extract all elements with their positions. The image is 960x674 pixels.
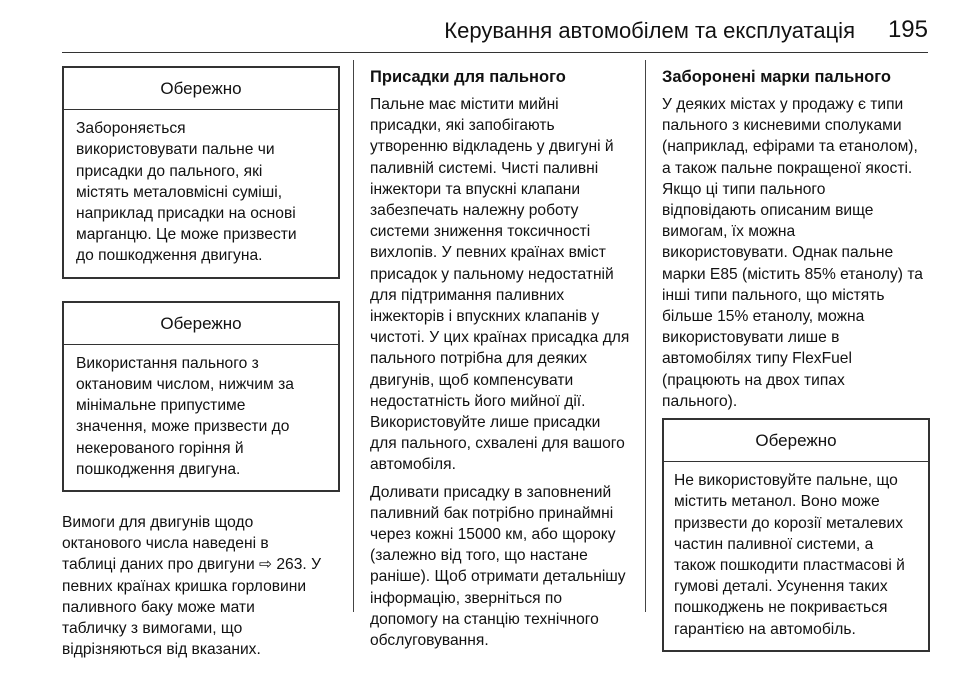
caution-title: Обережно [64, 68, 338, 110]
page-number: 195 [887, 16, 928, 43]
caution-text: Використання пального з октановим числом, нижчим за мінімальне припустиме значення, може призвести до некерованого горіння й пошкодження двигуна. [76, 354, 294, 478]
octane-requirements-paragraph: Вимоги для двигунів щодо октанового числа наведені в таблиці даних про двигуни ⇨ 263. У певних країнах кришка горловини паливного баку може мати табличку з вимогами, що відрізняються від вказаних. [62, 514, 321, 659]
section-heading-fuel-additives: Присадки для пального [370, 68, 566, 86]
caution-title: Обережно [664, 420, 928, 462]
column-1 [62, 66, 340, 666]
caution-box-3 [662, 418, 930, 652]
caution-text: Не використовуйте пальне, що містить метанол. Воно може призвести до корозії металевих частин паливної системи, а також пошкодити пластмасові й гумові деталі. Усунення таких пошкоджень не покривається гарантією на автомобіль. [674, 472, 905, 638]
caution-box-2 [62, 301, 340, 492]
caution-text: Забороняється використовувати пальне чи присадки до пального, які містять металовмісні суміші, наприклад присадки на основі марганцю. Це може призвести до пошкодження двигуна. [76, 120, 297, 265]
caution-box-1 [62, 66, 340, 279]
header-rule [62, 52, 928, 53]
header-title: Керування автомобілем та експлуатація [444, 18, 855, 43]
additives-paragraph-2: Доливати присадку в заповнений паливний бак потрібно принаймні через кожні 15000 км, або щороку (залежно від того, що настане раніше). Щоб отримати детальнішу інформацію, зверніться по допомогу на станцію технічного обслуговування. [370, 483, 626, 650]
column-2 [370, 66, 638, 657]
column-3 [662, 66, 930, 674]
column-divider-1 [353, 60, 354, 612]
column-divider-2 [645, 60, 646, 612]
caution-title: Обережно [64, 303, 338, 345]
prohibited-fuels-paragraph: У деяких містах у продажу є типи пального з кисневими сполуками (наприклад, ефірами та етанолом), а також пальне покращеної якості. Якщо ці типи пального відповідають описаним вище вимогам, їх можна використовувати. Однак пальне марки E85 (містить 85% етанолу) та інші типи пального, що містять більше 15% етанолу, можна використовувати лише в автомобілях типу FlexFuel (працюють на двох типах пального). [662, 96, 923, 410]
additives-paragraph-1: Пальне має містити мийні присадки, які запобігають утворенню відкладень у двигуні й паливній системі. Чисті паливні інжектори та впускні клапани забезпечать належну роботу системи зниження токсичності вихлопів. У певних країнах вміст присадок у пальному недостатній для підтримання паливних інжекторів і впускних клапанів у чистоті. У цих країнах присадка для пального потрібна для деяких двигунів, щоб компенсувати недостатність його мийної дії. Використовуйте лише присадки для пального, схвалені для вашого автомобіля. [370, 96, 630, 474]
section-heading-prohibited-fuels: Заборонені марки пального [662, 68, 891, 86]
